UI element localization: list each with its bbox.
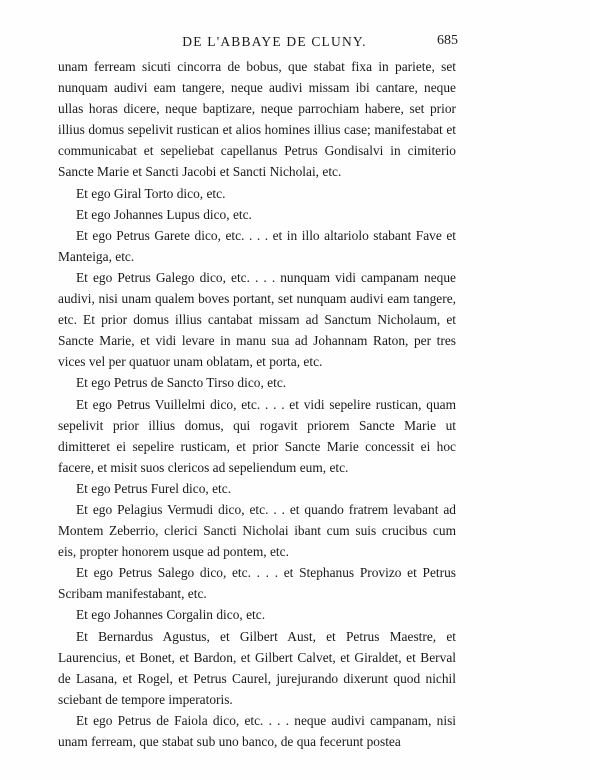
running-title: DE L'ABBAYE DE CLUNY.: [182, 34, 367, 49]
paragraph: unam ferream sicuti cincorra de bobus, que stabat fixa in pariete, set nunquam audivi eam tangere, neque audivi missam ibi cantare, neque ullas horas dicere, neque baptizare, neque parrochiam habere, set prior illius domus sepelivit rustican et alios homines illius case; manifestabat et communicabat et sepeliebat capellanus Petrus Gondisalvi in cimiterio Sancte Marie et Sancti Jacobi et Sancti Nicholai, etc.: [58, 59, 456, 180]
paragraph: Et ego Petrus Garete dico, etc. . . . et in illo altariolo stabant Fave et Manteiga, etc.: [58, 227, 456, 264]
paragraph: Et ego Petrus Salego dico, etc. . . . et Stephanus Provizo et Petrus Scribam manifestabant, etc.: [58, 565, 456, 602]
paragraph: Et ego Petrus de Faiola dico, etc. . . . neque audivi campanam, nisi unam ferream, que stabat sub uno banco, de qua fecerunt postea: [58, 712, 456, 749]
paragraph: Et ego Johannes Corgalin dico, etc.: [76, 607, 266, 623]
paragraph: Et ego Petrus Galego dico, etc. . . . nunquam vidi campanam neque audivi, nisi unam qualem boves portant, set nunquam audivi eam tangere, etc. Et prior domus illius cantabat missam ad Sanctum Nicholaum, et Sancte Marie, et vidi levare in manu sua ad Johannam Raton, per tres vices vel per quatuor unam oblatam, et porta, etc.: [58, 269, 456, 370]
page-number: 685: [437, 33, 458, 48]
paragraph: Et Bernardus Agustus, et Gilbert Aust, et Petrus Maestre, et Laurencius, et Bonet, et Bardon, et Gilbert Calvet, et Giraldet, et Berval de Lasana, et Rogel, et Petrus Caurel, jurejurando dixerunt quod nichil sciebant de tempore imperatoris.: [58, 628, 456, 707]
paragraph: Et ego Petrus Vuillelmi dico, etc. . . . et vidi sepelire rustican, quam sepelivit prior illius domus, qui rogavit priorem Sancte Marie ut dimitteret ei sepelire rusticam, et prior Sancte Marie concessit ei hoc facere, et misit suos clericos ad sepeliendum eum, etc.: [58, 396, 456, 475]
body-text: [58, 56, 456, 752]
paragraph: Et ego Pelagius Vermudi dico, etc. . . et quando fratrem levabant ad Montem Zeberrio, clerici Sancti Nicholai ibant cum suis crucibus cum eis, propter honorem usque ad pontem, etc.: [58, 501, 456, 560]
paragraph: Et ego Johannes Lupus dico, etc.: [76, 206, 252, 222]
running-head: [58, 32, 456, 54]
paragraph: Et ego Petrus de Sancto Tirso dico, etc.: [76, 375, 287, 391]
paragraph: Et ego Petrus Furel dico, etc.: [76, 480, 232, 496]
paragraph: Et ego Giral Torto dico, etc.: [76, 185, 226, 201]
